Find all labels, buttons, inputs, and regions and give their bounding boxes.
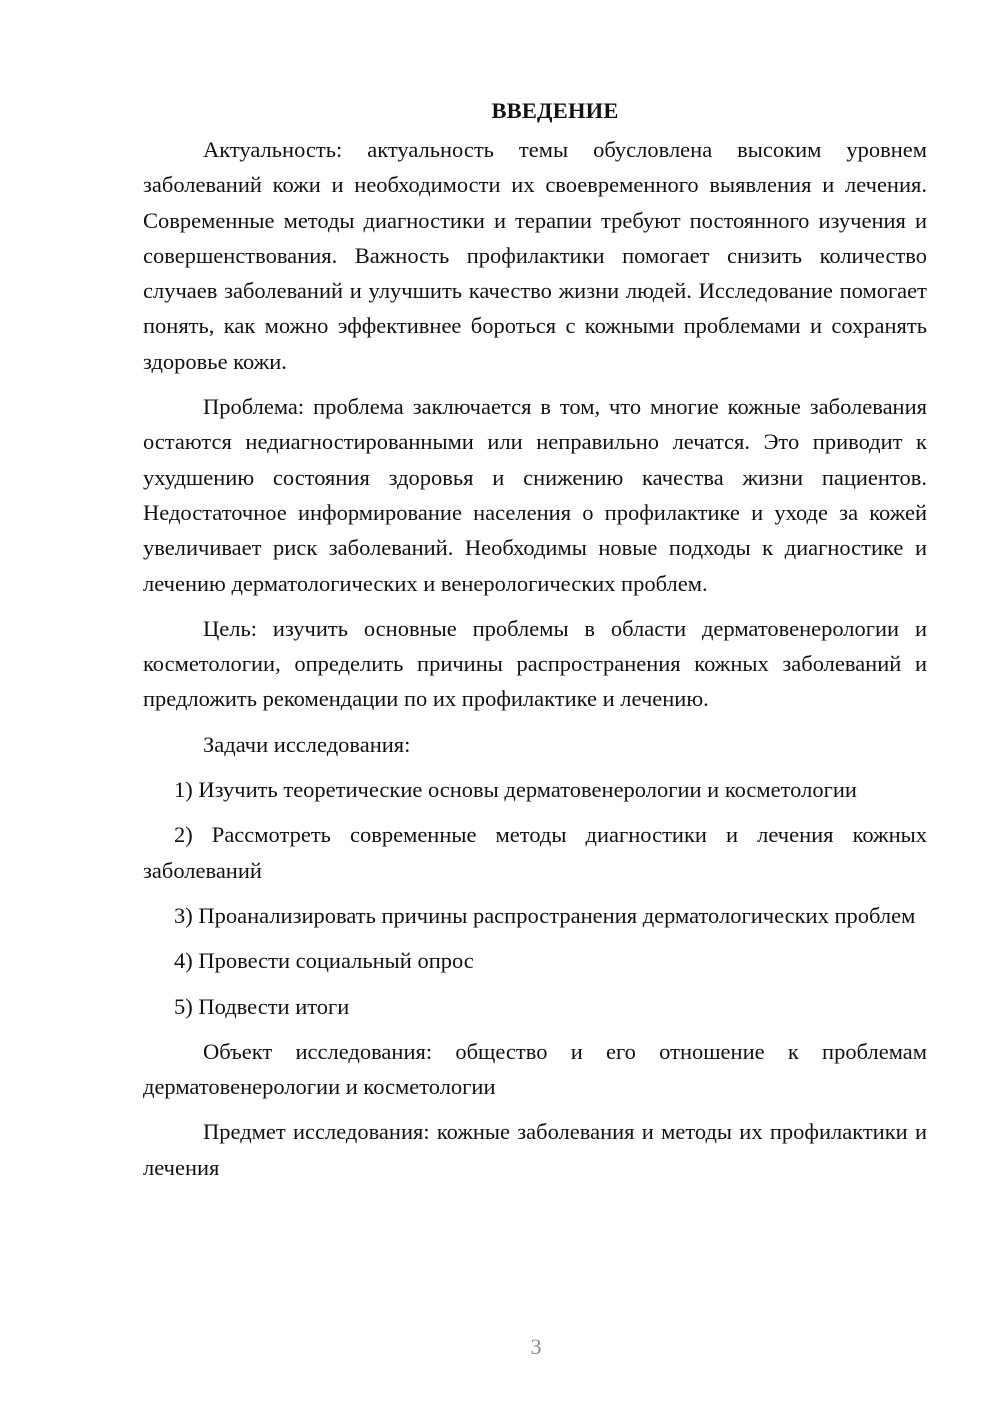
paragraph-relevance: Актуальность: актуальность темы обусловлена высоким уровнем заболеваний кожи и необходимости их своевременного выявления и лечения. Современные методы диагностики и терапии требуют постоянного изучения и совершенствования. Важность профилактики помогает снизить количество случаев заболеваний и улучшить качество жизни людей. Исследование помогает понять, как можно эффективнее бороться с кожными проблемами и сохранять здоровье кожи. bbox=[143, 137, 927, 374]
paragraph-goal: Цель: изучить основные проблемы в области дерматовенерологии и косметологии, определить причины распространения кожных заболеваний и предложить рекомендации по их профилактике и лечению. bbox=[143, 615, 927, 712]
task-item-2: 2) Рассмотреть современные методы диагностики и лечения кожных заболеваний bbox=[143, 822, 927, 883]
paragraph-tasks-heading: Задачи исследования: bbox=[203, 731, 411, 757]
task-item-1: 1) Изучить теоретические основы дерматовенерологии и косметологии bbox=[174, 777, 857, 803]
task-item-5: 5) Подвести итоги bbox=[174, 993, 350, 1019]
paragraph-problem: Проблема: проблема заключается в том, что многие кожные заболевания остаются недиагностированными или неправильно лечатся. Это приводит к ухудшению состояния здоровья и снижению качества жизни пациентов. Недостаточное информирование населения о профилактике и уходе за кожей увеличивает риск заболеваний. Необходимы новые подходы к диагностике и лечению дерматологических и венерологических проблем. bbox=[143, 394, 927, 596]
paragraph-subject: Предмет исследования: кожные заболевания и методы их профилактики и лечения bbox=[143, 1119, 927, 1180]
page-title: ВВЕДЕНИЕ bbox=[491, 98, 619, 123]
task-item-4: 4) Провести социальный опрос bbox=[174, 948, 474, 974]
page-number: 3 bbox=[530, 1334, 542, 1359]
task-item-3: 3) Проанализировать причины распространения дерматологических проблем bbox=[174, 902, 916, 928]
paragraph-object: Объект исследования: общество и его отношение к проблемам дерматовенерологии и косметологии bbox=[143, 1038, 927, 1100]
page-content bbox=[143, 96, 927, 1195]
